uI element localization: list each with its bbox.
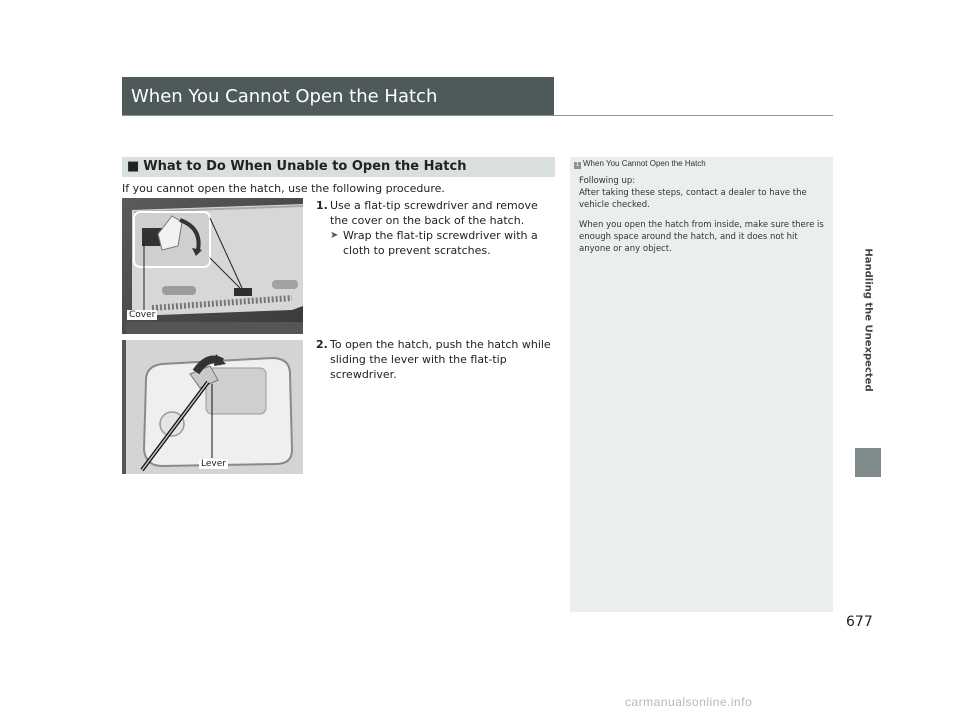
step-1-note-text: Wrap the flat-tip screwdriver with a cloth to prevent scratches. <box>343 229 538 257</box>
step-2 <box>316 337 556 382</box>
page-number: 677 <box>846 614 873 630</box>
sidebar-followup-text: After taking these steps, contact a dealer to have the vehicle checked. <box>579 188 807 210</box>
sidebar-heading-text: When You Cannot Open the Hatch <box>583 159 706 168</box>
section-heading-text: What to Do When Unable to Open the Hatch <box>143 159 467 174</box>
step-1 <box>316 198 556 258</box>
step-1-number: 1. <box>316 199 328 212</box>
sidebar-index-icon: 1 <box>575 162 580 168</box>
intro-text: If you cannot open the hatch, use the following procedure. <box>122 182 445 195</box>
sidebar-paragraph-2: When you open the hatch from inside, make sure there is enough space around the hatch, and it does not hit anyone or any object. <box>579 220 824 254</box>
hatch-cover-photo <box>122 198 303 334</box>
step-2-number: 2. <box>316 338 328 351</box>
lever-label: Lever <box>201 459 226 469</box>
sidebar-text <box>579 175 827 263</box>
sidebar-paragraph-1 <box>579 175 827 211</box>
watermark: carmanualsonline.info <box>625 695 753 709</box>
step-1-note <box>330 228 556 258</box>
step-1-text: Use a flat-tip screwdriver and remove the cover on the back of the hatch. <box>330 199 538 227</box>
section-marker: ■ <box>127 159 140 174</box>
lever-illustration <box>122 340 303 474</box>
note-arrow-icon: ➤ <box>330 230 339 241</box>
cover-label: Cover <box>129 310 156 320</box>
chapter-label: Handling the Unexpected <box>862 248 874 392</box>
step-2-text: To open the hatch, push the hatch while sliding the lever with the flat-tip screwdriver. <box>330 338 551 381</box>
sidebar-followup-label: Following up: <box>579 176 636 186</box>
sidebar-heading <box>574 159 706 169</box>
chapter-tab <box>855 448 881 477</box>
title-divider <box>122 115 833 116</box>
page-title: When You Cannot Open the Hatch <box>122 77 554 115</box>
section-heading <box>122 157 555 177</box>
lever-photo <box>122 340 303 474</box>
